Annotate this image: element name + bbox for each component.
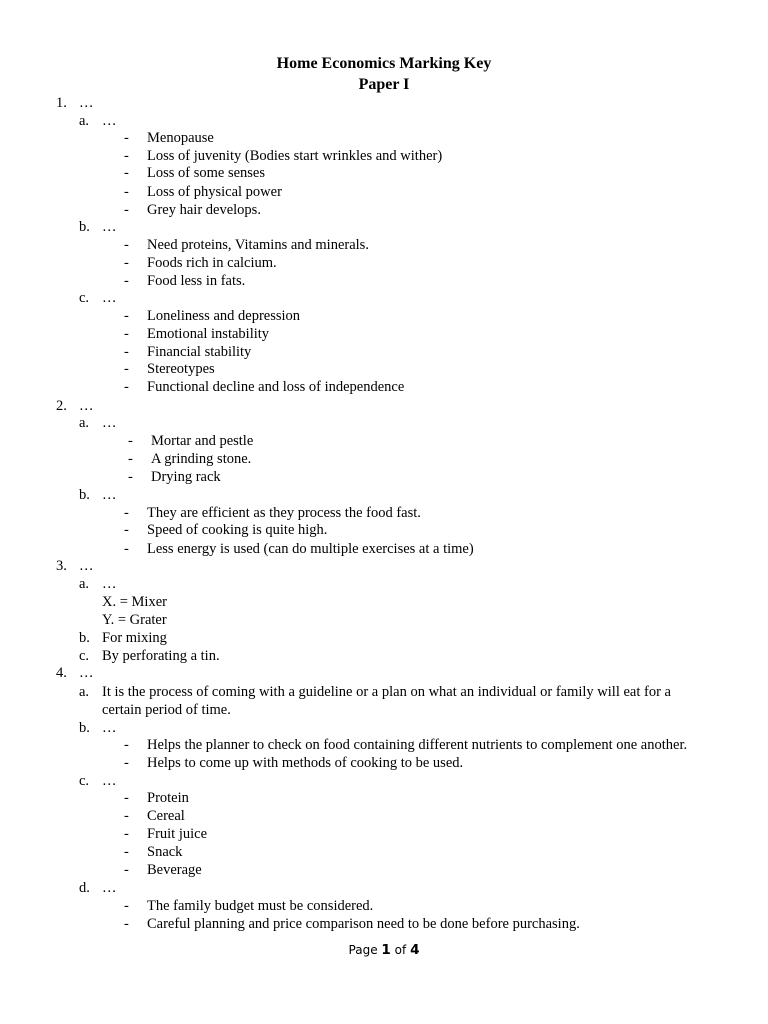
answer-item: Careful planning and price comparison need to be done before purchasing. — [147, 916, 580, 932]
bullet-dash: - — [124, 255, 129, 271]
part-ellipsis: … — [102, 576, 117, 592]
bullet-dash: - — [124, 505, 129, 521]
part-ellipsis: … — [102, 219, 117, 235]
question-ellipsis: … — [79, 665, 94, 681]
bullet-dash: - — [128, 451, 133, 467]
page-word: Page — [348, 943, 378, 957]
answer-item: Cereal — [147, 808, 185, 824]
question-number: 4. — [56, 665, 67, 681]
answer-text: By perforating a tin. — [102, 648, 220, 664]
answer-item: A grinding stone. — [151, 451, 252, 467]
bullet-dash: - — [124, 755, 129, 771]
bullet-dash: - — [124, 202, 129, 218]
bullet-dash: - — [124, 148, 129, 164]
bullet-dash: - — [124, 862, 129, 878]
bullet-dash: - — [124, 237, 129, 253]
answer-item: Helps to come up with methods of cooking to be used. — [147, 755, 464, 771]
of-word: of — [394, 943, 407, 957]
bullet-dash: - — [124, 541, 129, 557]
question-ellipsis: … — [79, 398, 94, 414]
part-letter: c. — [79, 290, 90, 306]
part-letter: b. — [79, 720, 90, 736]
part-letter: c. — [79, 773, 90, 789]
answer-item: Helps the planner to check on food containing different nutrients to complement one another. — [147, 737, 688, 753]
answer-item: Financial stability — [147, 344, 252, 360]
answer-item: Functional decline and loss of independence — [147, 379, 405, 395]
bullet-dash: - — [124, 808, 129, 824]
bullet-dash: - — [124, 844, 129, 860]
bullet-dash: - — [124, 130, 129, 146]
part-letter: a. — [79, 415, 90, 431]
document-subtitle: Paper I — [358, 76, 410, 93]
answer-item: Emotional instability — [147, 326, 270, 342]
part-ellipsis: … — [102, 487, 117, 503]
answer-item: Speed of cooking is quite high. — [147, 522, 328, 538]
answer-item: Need proteins, Vitamins and minerals. — [147, 237, 369, 253]
part-letter: b. — [79, 630, 90, 646]
answer-text: Y. = Grater — [102, 612, 167, 628]
bullet-dash: - — [124, 379, 129, 395]
bullet-dash: - — [128, 433, 133, 449]
part-letter: a. — [79, 684, 90, 700]
answer-text: X. = Mixer — [102, 594, 167, 610]
bullet-dash: - — [124, 184, 129, 200]
part-letter: b. — [79, 487, 90, 503]
bullet-dash: - — [124, 898, 129, 914]
part-ellipsis: … — [102, 880, 117, 896]
answer-item: Loss of physical power — [147, 184, 282, 200]
answer-item: Mortar and pestle — [151, 433, 254, 449]
answer-text: certain period of time. — [102, 702, 231, 718]
answer-item: Loss of some senses — [147, 165, 266, 181]
part-letter: c. — [79, 648, 90, 664]
bullet-dash: - — [124, 790, 129, 806]
bullet-dash: - — [128, 469, 133, 485]
bullet-dash: - — [124, 308, 129, 324]
total-page-count: 4 — [410, 942, 420, 958]
bullet-dash: - — [124, 737, 129, 753]
document-title: Home Economics Marking Key — [276, 55, 492, 72]
answer-item: Snack — [147, 844, 183, 860]
bullet-dash: - — [124, 165, 129, 181]
answer-item: Stereotypes — [147, 361, 215, 377]
answer-text: It is the process of coming with a guideline or a plan on what an individual or family will eat for a — [102, 684, 671, 700]
part-ellipsis: … — [102, 290, 117, 306]
current-page-number: 1 — [381, 942, 391, 958]
answer-item: Drying rack — [151, 469, 221, 485]
bullet-dash: - — [124, 344, 129, 360]
bullet-dash: - — [124, 522, 129, 538]
part-letter: a. — [79, 576, 90, 592]
answer-item: Less energy is used (can do multiple exercises at a time) — [147, 541, 474, 557]
answer-item: Loneliness and depression — [147, 308, 301, 324]
question-number: 2. — [56, 398, 67, 414]
answer-item: Loss of juvenity (Bodies start wrinkles and wither) — [147, 148, 443, 164]
part-letter: b. — [79, 219, 90, 235]
answer-item: Beverage — [147, 862, 202, 878]
answer-item: Foods rich in calcium. — [147, 255, 277, 271]
answer-item: Food less in fats. — [147, 273, 246, 289]
part-ellipsis: … — [102, 415, 117, 431]
bullet-dash: - — [124, 361, 129, 377]
part-letter: a. — [79, 113, 90, 129]
answer-item: Fruit juice — [147, 826, 208, 842]
question-number: 1. — [56, 95, 67, 111]
question-number: 3. — [56, 558, 67, 574]
answer-item: Menopause — [147, 130, 214, 146]
part-ellipsis: … — [102, 113, 117, 129]
answer-text: For mixing — [102, 630, 167, 646]
bullet-dash: - — [124, 826, 129, 842]
part-ellipsis: … — [102, 773, 117, 789]
question-ellipsis: … — [79, 558, 94, 574]
bullet-dash: - — [124, 916, 129, 932]
answer-item: The family budget must be considered. — [147, 898, 374, 914]
page-footer — [0, 942, 768, 958]
answer-item: Grey hair develops. — [147, 202, 261, 218]
bullet-dash: - — [124, 273, 129, 289]
part-letter: d. — [79, 880, 90, 896]
part-ellipsis: … — [102, 720, 117, 736]
question-ellipsis: … — [79, 95, 94, 111]
bullet-dash: - — [124, 326, 129, 342]
answer-item: They are efficient as they process the food fast. — [147, 505, 421, 521]
answer-item: Protein — [147, 790, 189, 806]
